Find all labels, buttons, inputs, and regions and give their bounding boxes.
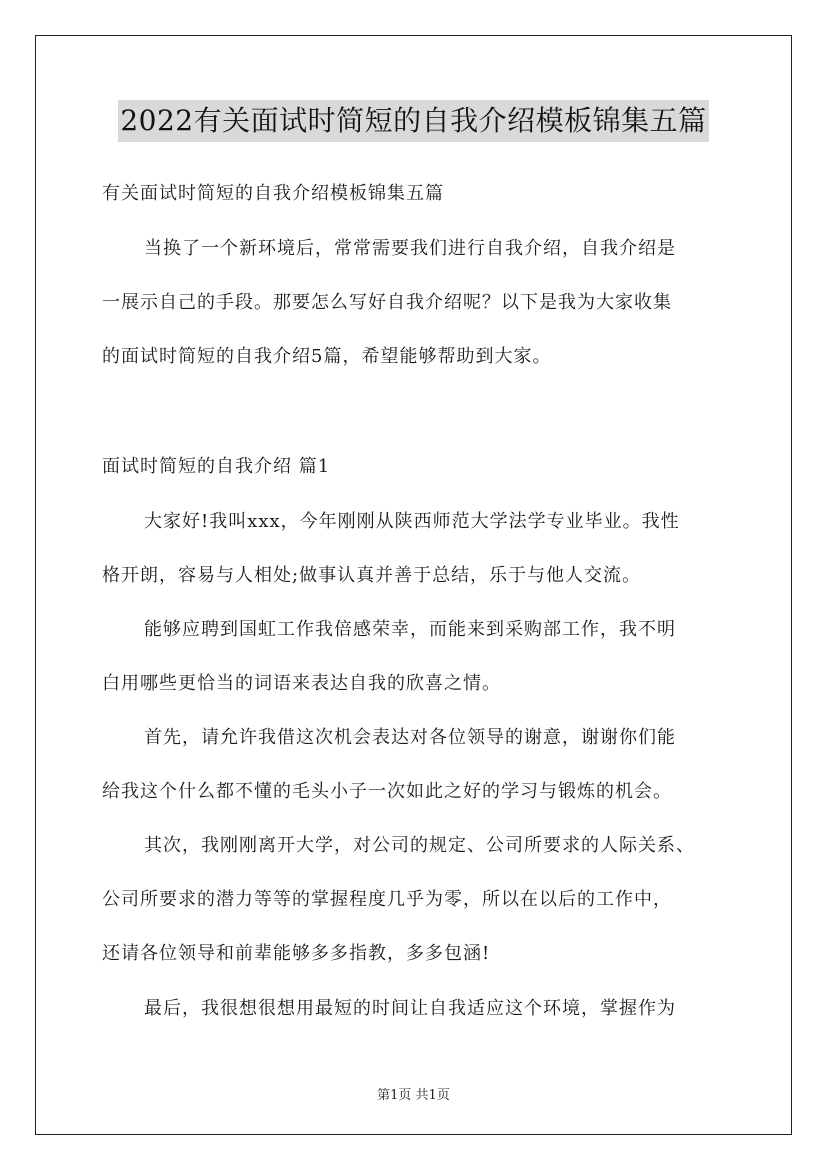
body-line: 其次，我刚刚离开大学，对公司的规定、公司所要求的人际关系、	[144, 835, 695, 856]
body-line: 能够应聘到国虹工作我倍感荣幸，而能来到采购部工作，我不明	[144, 619, 676, 640]
body-line: 大家好!我叫xxx，今年刚刚从陕西师范大学法学专业毕业。我性	[144, 511, 680, 532]
intro-line: 的面试时简短的自我介绍5篇，希望能够帮助到大家。	[102, 346, 552, 367]
section-heading: 面试时简短的自我介绍 篇1	[102, 456, 331, 477]
body-line: 首先，请允许我借这次机会表达对各位领导的谢意，谢谢你们能	[144, 727, 676, 748]
title-container	[0, 100, 827, 142]
body-line: 最后，我很想很想用最短的时间让自我适应这个环境，掌握作为	[144, 998, 676, 1019]
document-subtitle: 有关面试时简短的自我介绍模板锦集五篇	[102, 183, 444, 204]
body-line: 白用哪些更恰当的词语来表达自我的欣喜之情。	[102, 673, 501, 694]
body-line: 还请各位领导和前辈能够多多指教，多多包涵!	[102, 943, 491, 964]
body-line: 给我这个什么都不懂的毛头小子一次如此之好的学习与锻炼的机会。	[102, 781, 672, 802]
body-line: 格开朗，容易与人相处;做事认真并善于总结，乐于与他人交流。	[102, 565, 642, 586]
intro-line: 当换了一个新环境后，常常需要我们进行自我介绍，自我介绍是	[144, 238, 676, 259]
document-title: 2022有关面试时简短的自我介绍模板锦集五篇	[118, 100, 708, 142]
body-line: 公司所要求的潜力等等的掌握程度几乎为零，所以在以后的工作中，	[102, 889, 672, 910]
page-footer: 第1页 共1页	[377, 1088, 450, 1103]
intro-line: 一展示自己的手段。那要怎么写好自我介绍呢？以下是我为大家收集	[102, 292, 672, 313]
